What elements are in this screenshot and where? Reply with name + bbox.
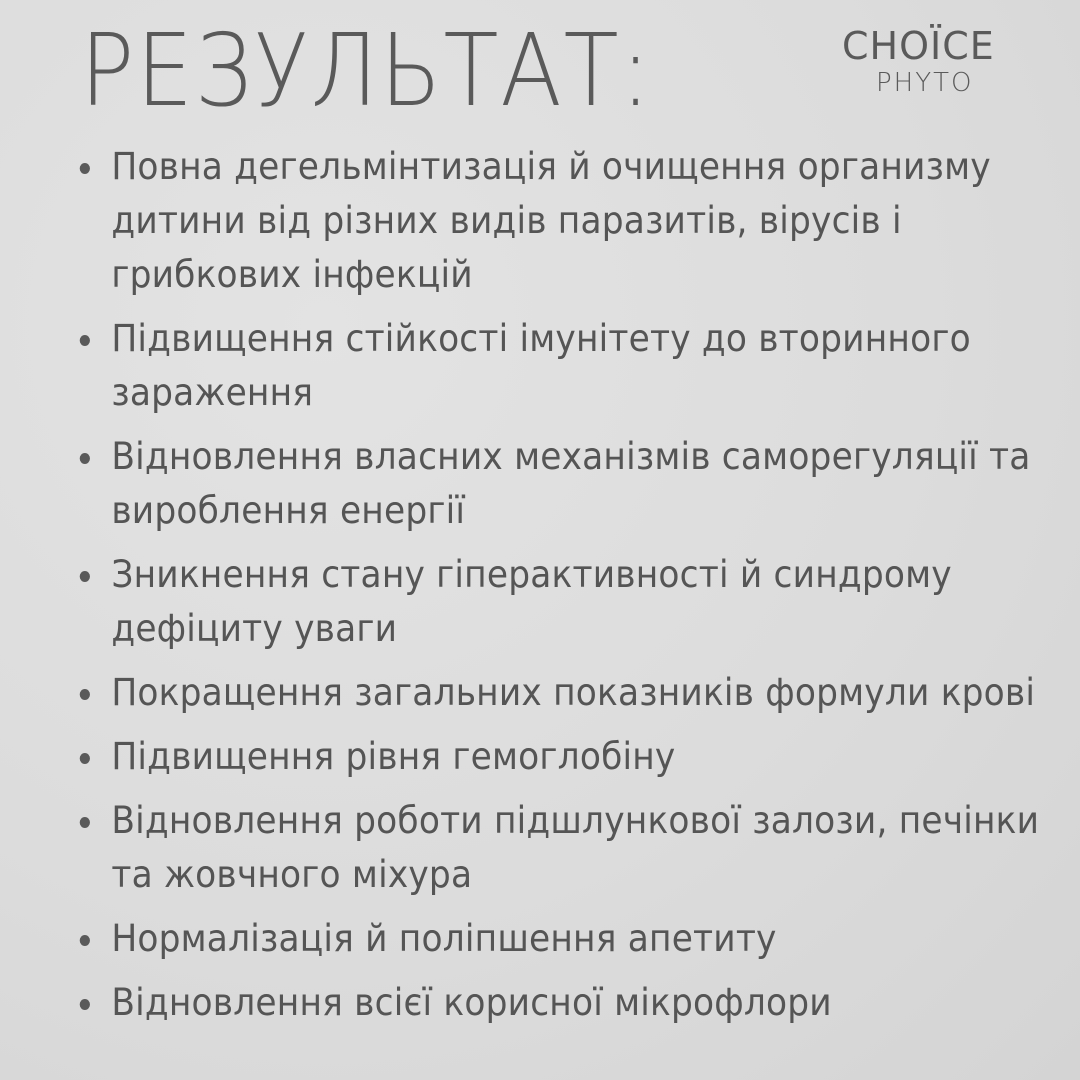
bullet-icon bbox=[80, 689, 90, 700]
bullet-icon bbox=[80, 935, 90, 946]
bullet-icon bbox=[80, 817, 90, 828]
brand-logo bbox=[842, 24, 1014, 104]
bullet-icon bbox=[80, 753, 90, 764]
list-item bbox=[76, 666, 1079, 720]
list-item bbox=[76, 976, 1079, 1030]
list-item-text: Підвищення рівня гемоглобіну bbox=[111, 735, 676, 778]
bullet-icon bbox=[80, 453, 90, 464]
list-item-text: Зникнення стану гіперактивності й синдрому дефіциту уваги bbox=[111, 553, 952, 650]
list-item-text: Відновлення роботи підшлункової залози, печінки та жовчного міхура bbox=[111, 799, 1040, 896]
list-item-text: Покращення загальних показників формули крові bbox=[111, 671, 1036, 714]
bullet-icon bbox=[80, 999, 90, 1010]
list-item-text: Нормалізація й поліпшення апетиту bbox=[111, 917, 777, 960]
list-item bbox=[76, 794, 1079, 902]
page-title: РЕЗУЛЬТАТ: bbox=[80, 12, 653, 129]
list-item bbox=[76, 912, 1079, 966]
logo-wordmark-phyto: PHYTO bbox=[876, 68, 974, 98]
list-item bbox=[76, 140, 1079, 302]
list-item bbox=[76, 548, 1079, 656]
list-item-text: Підвищення стійкості імунітету до вторинного зараження bbox=[111, 317, 971, 414]
list-item-text: Відновлення всієї корисної мікрофлори bbox=[111, 981, 832, 1024]
list-item bbox=[76, 730, 1079, 784]
list-item bbox=[76, 430, 1079, 538]
bullet-icon bbox=[80, 163, 90, 174]
list-item bbox=[76, 312, 1079, 420]
bullet-icon bbox=[80, 335, 90, 346]
list-item-text: Повна дегельмінтизація й очищення организму дитини від різних видів паразитів, вірусів і грибкових інфекцій bbox=[111, 145, 991, 296]
bullet-icon bbox=[80, 571, 90, 582]
logo-wordmark-choice: CHOÏCE bbox=[842, 24, 995, 68]
results-list bbox=[76, 140, 1066, 1040]
list-item-text: Відновлення власних механізмів саморегуляції та вироблення енергії bbox=[111, 435, 1031, 532]
